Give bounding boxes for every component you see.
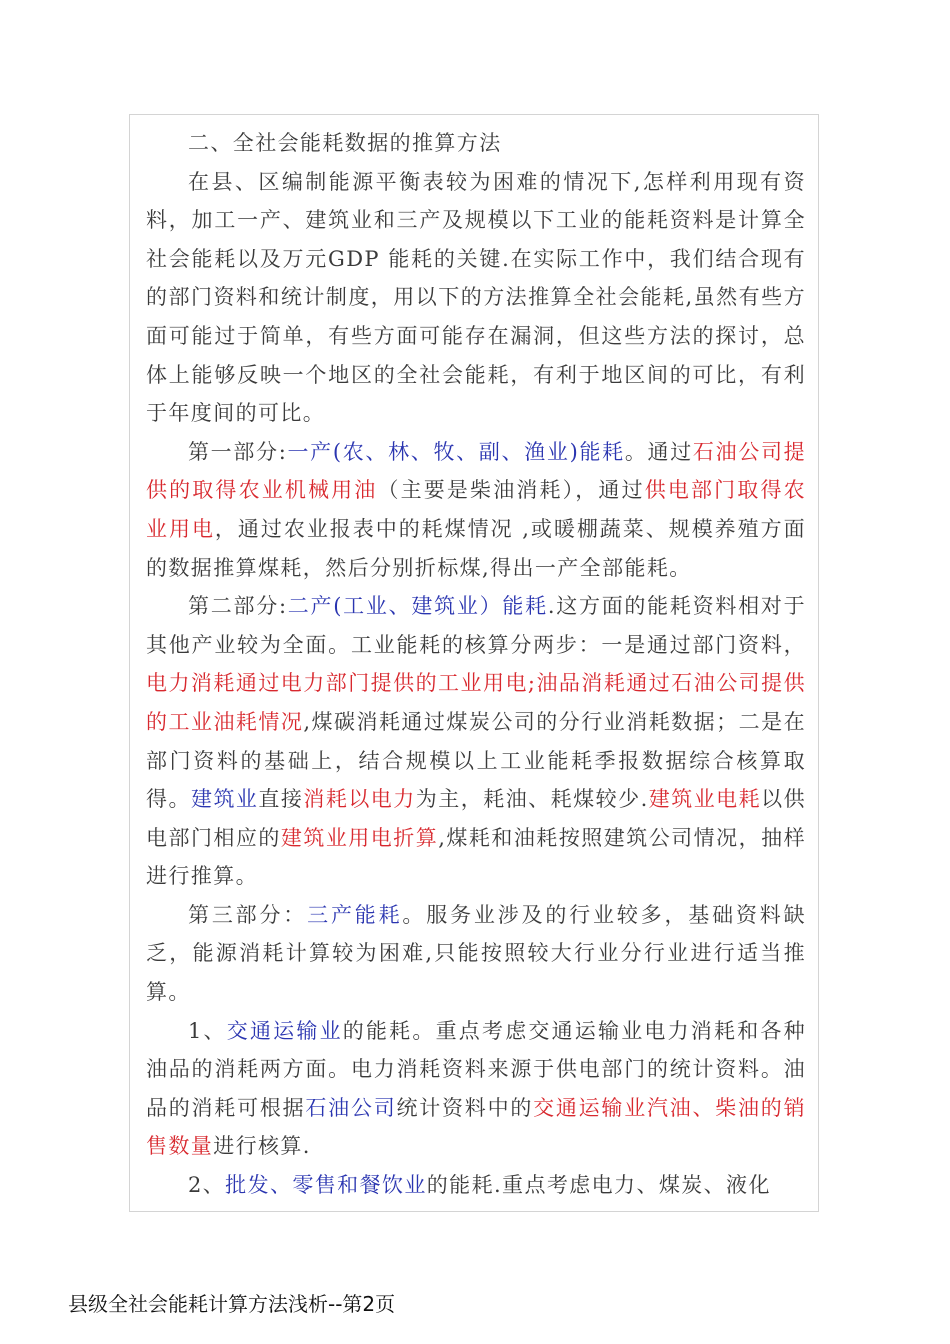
text-segment: 以供电部门相应的 — [146, 787, 807, 850]
text-segment: 为主，耗油、耗煤较少. — [415, 787, 649, 812]
text-segment: 第一部分: — [188, 439, 288, 464]
highlight-blue: 批发、零售和餐饮业 — [225, 1173, 427, 1198]
section-heading: 二、全社会能耗数据的推算方法 — [188, 131, 502, 155]
highlight-blue: 建筑业 — [190, 787, 259, 812]
text-segment: 在县、区编制能源平衡表较为困难的情况下,怎样利用现有资料，加工一产、建筑业和三产及规模以下工业的能耗资料是计算全社会能耗以及万元GDP 能耗的关键.在实际工作中，我们结合现有的部门资料和统计制度，用以下的方法推算全社会能耗,虽然有些方面可能过于简单，有些方面可能存在漏洞，但这些方法的探讨，总体上能够反映一个地区的全社会能耗，有利于地区间的可比，有利于年度间的可比。 — [146, 169, 806, 426]
text-segment: 。服务业涉及的行业较多，基础资料缺乏，能源消耗计算较为困难,只能按照较大行业分行业进行适当推算。 — [146, 902, 806, 1005]
text-segment: 的能耗.重点考虑电力、煤炭、液化 — [426, 1173, 771, 1198]
text-segment: 2、 — [188, 1173, 226, 1198]
highlight-red: 建筑业用电折算 — [280, 825, 439, 850]
text-segment: 第二部分: — [188, 594, 288, 619]
highlight-blue: 三产能耗 — [307, 902, 403, 927]
text-segment: .这方面的能耗资料相对于其他产业较为全面。工业能耗的核算分两步：一是通过部门资料， — [146, 594, 806, 657]
text-segment: 第三部分： — [188, 902, 308, 927]
paragraph-part-three — [146, 896, 806, 1012]
paragraph-part-two — [146, 587, 806, 896]
highlight-red: 供电部门取得农业用电 — [146, 478, 806, 541]
text-segment: 1、 — [188, 1018, 227, 1043]
highlight-blue: 二产(工业、建筑业）能耗 — [287, 594, 548, 619]
highlight-red: 建筑业电耗 — [648, 787, 762, 812]
highlight-blue: 一产(农、林、牧、副、渔业)能耗 — [287, 439, 625, 464]
highlight-red: 电力消耗通过电力部门提供的工业用电;油品消耗通过石油公司提供的工业油耗情况 — [146, 671, 806, 734]
paragraph-part-one — [146, 433, 806, 587]
text-segment: （主要是柴油消耗），通过 — [377, 478, 645, 503]
text-segment: 进行核算. — [213, 1134, 311, 1159]
text-segment: 。通过 — [624, 439, 693, 464]
text-segment: ,煤耗和油耗按照建筑公司情况，抽样进行推算。 — [146, 825, 806, 889]
highlight-blue: 石油公司 — [305, 1095, 397, 1120]
highlight-blue: 交通运输业 — [226, 1018, 343, 1043]
text-segment: ,煤碳消耗通过煤炭公司的分行业消耗数据；二是在部门资料的基础上，结合规模以上工业能耗季报数据综合核算取得。 — [146, 709, 806, 812]
paragraph-intro — [146, 163, 806, 433]
text-segment: ，通过农业报表中的耗煤情况 ,或暖棚蔬菜、规模养殖方面的数据推算煤耗，然后分别折标煤,得出一产全部能耗。 — [146, 516, 806, 580]
page-footer: 县级全社会能耗计算方法浅析--第2页 — [68, 1292, 396, 1316]
document-body — [146, 124, 806, 1205]
highlight-red: 消耗以电力 — [303, 787, 416, 812]
text-segment: 的能耗。重点考虑交通运输业电力消耗和各种油品的消耗两方面。电力消耗资料来源于供电部门的统计资料。油品的消耗可根据 — [146, 1018, 806, 1120]
paragraph-transport — [146, 1012, 806, 1166]
highlight-red: 石油公司提供的取得农业机械用油 — [146, 439, 807, 503]
paragraph-wholesale — [146, 1166, 806, 1205]
text-segment: 统计资料中的 — [396, 1095, 534, 1120]
highlight-red: 交通运输业汽油、柴油的销售数量 — [146, 1095, 806, 1159]
text-segment: 直接 — [258, 787, 304, 812]
